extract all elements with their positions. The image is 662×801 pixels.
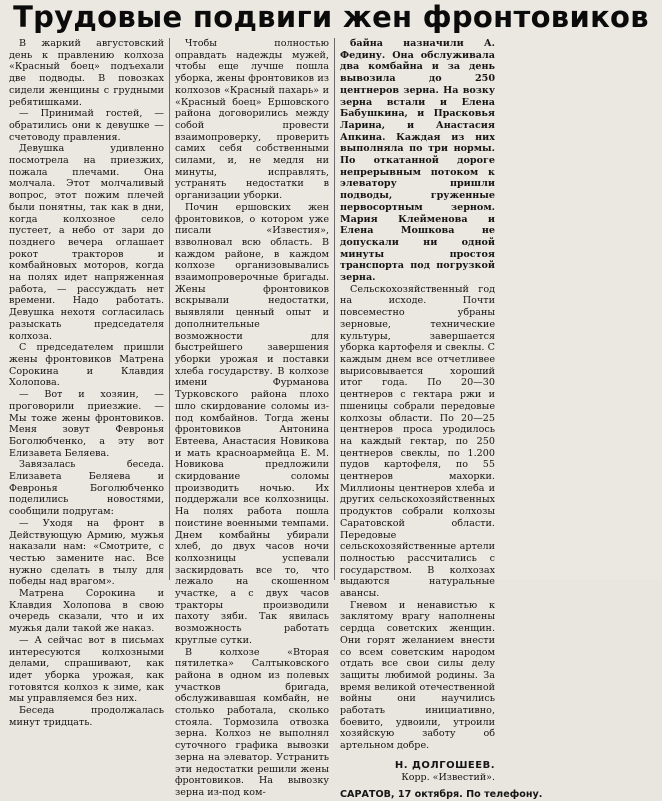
paragraph: Гневом и ненавистью к заклятому врагу наполнены сердца советских женщин. Они горят желанием внести со всем советским народом отдать все свои силы делу защиты любимой родины. За время великой отечественной войны они научились работать инициативно, боевито, удвоили, утроили хозяйскую заботу об артельном добре. [340, 599, 495, 752]
column-2 [169, 38, 334, 798]
paragraph: Матрена Сорокина и Клавдия Холопова в свою очередь сказали, что и их мужья дали такой же наказ. [9, 588, 164, 635]
author-affiliation: Корр. «Известий». [401, 771, 495, 783]
paragraph: — Принимай гостей, — обратились они к девушке — счетоводу правления. [9, 108, 164, 143]
paragraph: Почин ершовских жен фронтовиков, о котором уже писали «Известия», взволновал всю область. В каждом районе, в каждом колхозе организовывались взаимопроверочные бригады. Жены фронтовиков вскрывали недостатки, выявляли ценный опыт и дополнительные возможности для быстрейшего завершения уборки урожая и поставки хлеба государству. В колхозе имени Фурманова Турковского района плохо шло скирдование соломы из-под комбайнов. Тогда жены фронтовиков Антонина Евтеева, Анастасия Новикова и мать красноармейца Е. М. Новикова предложили скирдование соломы производить ночью. Их поддержали все колхозницы. На полях работа пошла поистине военными темпами. Днем комбайны убирали хлеб, до двух часов ночи колхозницы успевали заскирдовать все то, что лежало на скошенном участке, а с двух часов тракторы производили пахоту зяби. Так явилась возможность работать круглые сутки. [175, 201, 329, 646]
paragraph: Девушка удивленно посмотрела на приезжих, пожала плечами. Она молчала. Этот молчаливый вопрос, этот пожим плечей были понятны, так как в дни, когда колхозное село пустеет, а небо от зари до позднего вечера оглашает рокот тракторов и комбайновых моторов, когда на полях идет напряженная работа, — рассуждать нет времени. Надо работать. Девушка нехотя согласилась разыскать председателя колхоза. [9, 143, 164, 342]
paragraph: Чтобы полностью оправдать надежды мужей, чтобы еще лучше пошла уборка, жены фронтовиков из колхозов «Красный пахарь» и «Красный боец» Ершовского района договорились между собой провести взаимопроверку, проверить самих себя собственными силами, и, не медля ни минуты, исправлять, устранять недостатки в организации уборки. [175, 38, 329, 202]
paragraph: Сельскохозяйственный год на исходе. Почти повсеместно убраны зерновые, технические культуры, завершается уборка картофеля и свеклы. С каждым днем все отчетливее вырисовывается хороший итог года. По 20—30 центнеров с гектара ржи и пшеницы собрали передовые колхозы области. По 20—25 центнеров проса уродилось на каждый гектар, по 250 центнеров свеклы, по 1.200 пудов картофеля, по 55 центнеров махорки. Миллионы центнеров хлеба и других сельскохозяйственных продуктов собрали колхозы Саратовской области. Передовые сельскохозяйственные артели полностью рассчитались с государством. В колхозах выдаются натуральные авансы. [340, 283, 495, 600]
paragraph: В жаркий августовский день к правлению колхоза «Красный боец» подъехали две подводы. В повозках сидели женщины с грудными ребятишками. [9, 38, 164, 108]
paragraph: С председателем пришли жены фронтовиков Матрена Сорокина и Клавдия Холопова. [9, 342, 164, 389]
paragraph: В колхозе «Вторая пятилетка» Салтыковского района в одном из полевых участков бригада, обслуживавшая комбайн, не столько работала, сколько стояла. Тормозила отвозка зерна. Колхоз не выполнял суточного графика вывозки зерна на элеватор. Устранить эти недостатки решили жены фронтовиков. На вывозку зерна из-под ком- [175, 646, 329, 798]
paragraph: — Вот и хозяин, — проговорили приезжие. — Мы тоже жены фронтовиков. Меня зовут Февронья Боголюбченко, а эту вот Елизавета Беляева. [9, 389, 164, 459]
dateline: САРАТОВ, 17 октября. По телефону. [340, 789, 543, 801]
paragraph: Завязалась беседа. Елизавета Беляева и Февронья Боголюбченко поделились новостями, сообщили подругам: [9, 459, 164, 518]
paragraph: — А сейчас вот в письмах интересуются колхозными делами, спрашивают, как идет уборка урожая, как готовятся колхоз к зиме, как мы управляемся без них. [9, 634, 164, 705]
column-3 [334, 38, 543, 801]
author-name: Н. ДОЛГОШЕЕВ. [394, 759, 495, 771]
paragraph: — Уходя на фронт в Действующую Армию, мужья наказали нам: «Смотрите, с честью замените нас. Все нужно сделать в тылу для победы над врагом». [9, 517, 164, 588]
paragraph: байна назначили А. Федину. Она обслуживала два комбайна и за день вывозила до 250 центнеров зерна. На возку зерна встали и Елена Бабушкина, и Прасковья Ларина, и Анастасия Апкина. Каждая из них выполняла по три нормы. По откатанной дороге непрерывным потоком к элеватору пришли подводы, груженные первосортным зерном. Мария Клейменова и Елена Мошкова не допускали ни одной минуты простоя транспорта под погрузкой зерна. [340, 38, 495, 284]
column-1 [4, 38, 169, 728]
headline: Трудовые подвиги жен фронтовиков [13, 0, 649, 34]
paragraph: Беседа продолжалась минут тридцать. [9, 705, 164, 728]
article-columns [4, 38, 660, 801]
